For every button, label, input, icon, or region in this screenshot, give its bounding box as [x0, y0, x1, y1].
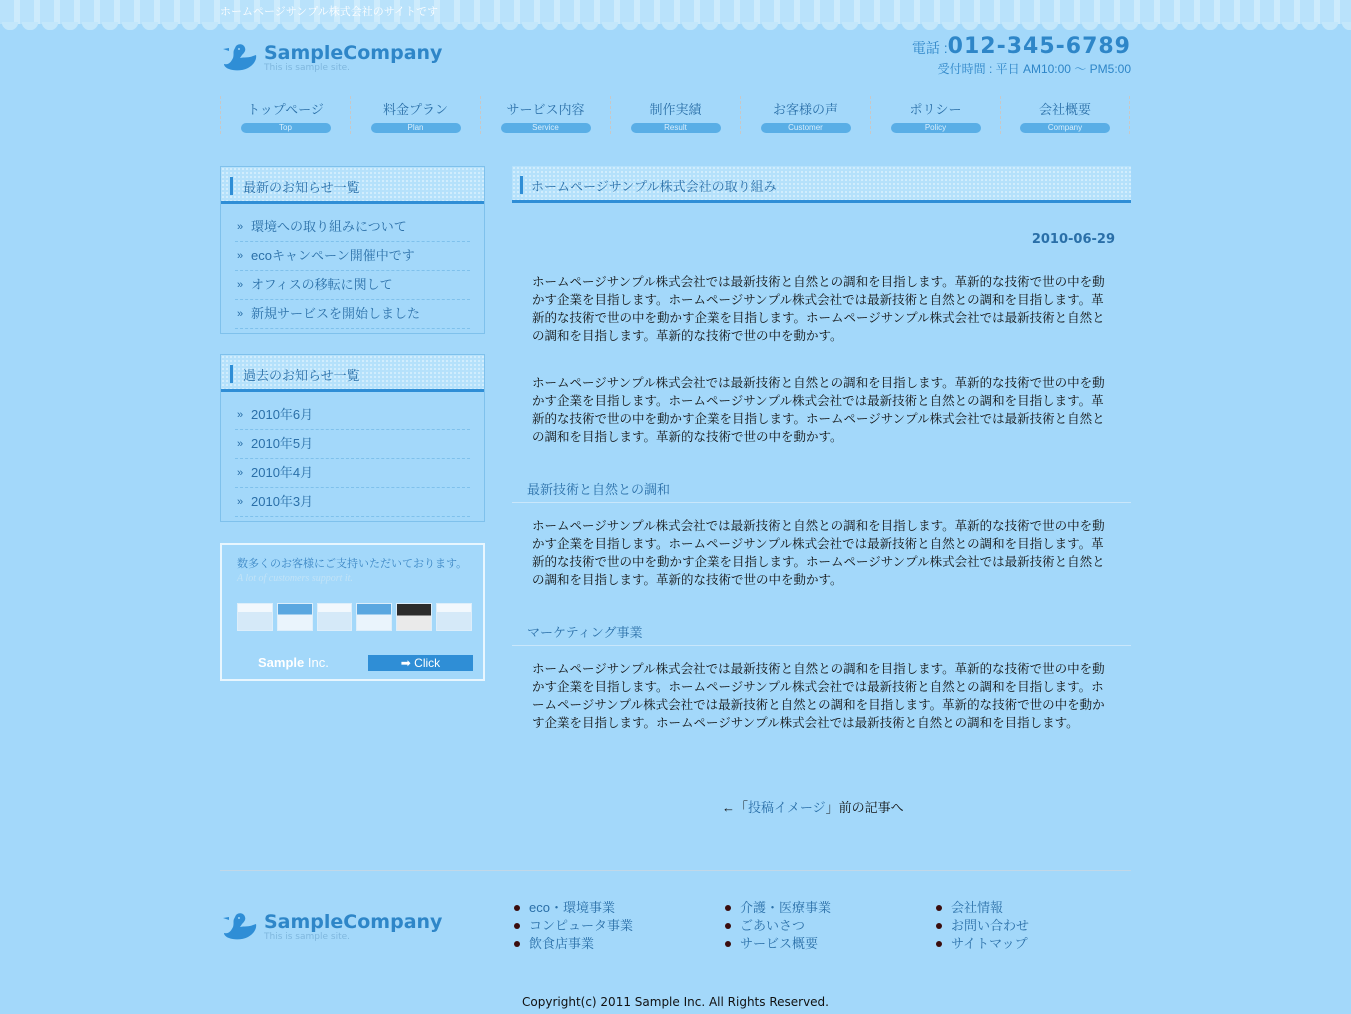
footer-column	[722, 899, 933, 953]
list-item[interactable]	[235, 271, 470, 300]
page-title: ホームページサンプル株式会社の取り組み	[531, 179, 777, 194]
content-wrap	[220, 0, 1131, 1014]
latest-news-title: 最新のお知らせ一覧	[243, 180, 360, 195]
chevron-right-icon: »	[237, 221, 244, 233]
post-date: 2010-06-29	[1031, 232, 1115, 247]
footer-logo[interactable]	[222, 911, 442, 945]
chevron-right-icon: »	[237, 438, 244, 450]
prev-suffix: 」前の記事へ	[825, 800, 904, 815]
footer-link[interactable]: 飲食店事業	[511, 935, 722, 953]
section-heading: 最新技術と自然との調和	[512, 479, 1131, 503]
previous-post-link[interactable]: 投稿イメージ	[748, 800, 826, 815]
paragraph: ホームページサンプル株式会社では最新技術と自然との調和を目指します。革新的な技術で世の中を動かす企業を目指します。ホームページサンプル株式会社では最新技術と自然との調和を目指します。ホームページサンプル株式会社では最新技術と自然との調和を目指します。革新的な技術で世の中を動かす企業を目指します。ホームページサンプル株式会社では最新技術と自然との調和を目指します。	[532, 661, 1105, 730]
chevron-right-icon: »	[237, 279, 244, 291]
chevron-right-icon: »	[237, 496, 244, 508]
site-thumbnails	[237, 601, 472, 641]
list-item[interactable]	[235, 430, 470, 459]
footer-link[interactable]: 会社情報	[933, 899, 1144, 917]
prev-arrow: ←「	[722, 800, 749, 815]
archive-link[interactable]: 2010年3月	[251, 494, 314, 509]
nav-sublabel: Top	[241, 123, 331, 133]
section-heading: マーケティング事業	[512, 622, 1131, 646]
latest-news-box	[220, 166, 485, 334]
nav-label: ポリシー	[909, 102, 962, 117]
chevron-right-icon: »	[237, 250, 244, 262]
news-link[interactable]: オフィスの移転に関して	[251, 277, 393, 292]
thumbnail-image	[317, 603, 353, 631]
list-item[interactable]	[235, 300, 470, 329]
footer-links	[511, 899, 1144, 953]
list-item[interactable]	[235, 242, 470, 271]
thumbnail-image	[356, 603, 392, 631]
tel-number: 012-345-6789	[947, 34, 1131, 59]
nav-sublabel: Company	[1020, 123, 1110, 133]
banner-heading: 数多くのお客様にご支持いただいております。	[237, 557, 468, 570]
business-hours: 受付時間 : 平日 AM10:00 ～ PM5:00	[937, 62, 1131, 76]
logo-subtitle: This is sample site.	[264, 932, 351, 942]
banner-subheading: A lot of customers support it.	[237, 573, 353, 584]
nav-label: トップページ	[247, 102, 324, 117]
thumbnail-image	[277, 603, 313, 631]
nav-label: 会社概要	[1038, 102, 1091, 117]
nav-label: 制作実績	[649, 102, 702, 117]
paragraph: ホームページサンプル株式会社では最新技術と自然との調和を目指します。革新的な技術で世の中を動かす企業を目指します。ホームページサンプル株式会社では最新技術と自然との調和を目指します。革新的な技術で世の中を動かす企業を目指します。ホームページサンプル株式会社では最新技術と自然との調和を目指します。革新的な技術で世の中を動かす。	[532, 375, 1105, 444]
copyright: Copyright(c) 2011 Sample Inc. All Rights Reserved.	[522, 995, 829, 1009]
chevron-right-icon: »	[237, 308, 244, 320]
nav-sublabel: Plan	[371, 123, 461, 133]
nav-sublabel: Customer	[761, 123, 851, 133]
footer-link[interactable]: eco・環境事業	[511, 899, 722, 917]
archive-link[interactable]: 2010年6月	[251, 407, 314, 422]
paragraph: ホームページサンプル株式会社では最新技術と自然との調和を目指します。革新的な技術で世の中を動かす企業を目指します。ホームページサンプル株式会社では最新技術と自然との調和を目指します。革新的な技術で世の中を動かす企業を目指します。ホームページサンプル株式会社では最新技術と自然との調和を目指します。革新的な技術で世の中を動かす。	[532, 518, 1105, 587]
news-link[interactable]: 環境への取り組みについて	[251, 219, 407, 234]
previous-post-nav	[722, 797, 904, 816]
past-news-box	[220, 354, 485, 522]
thumbnail-image	[237, 603, 273, 631]
nav-sublabel: Service	[501, 123, 591, 133]
nav-sublabel: Result	[631, 123, 721, 133]
list-item[interactable]	[235, 401, 470, 430]
archive-link[interactable]: 2010年4月	[251, 465, 314, 480]
past-news-title: 過去のお知らせ一覧	[243, 368, 360, 383]
logo-name: SampleCompany	[264, 42, 443, 64]
footer-link[interactable]: サービス概要	[722, 935, 933, 953]
news-link[interactable]: ecoキャンペーン開催中です	[251, 248, 415, 263]
footer-divider	[220, 870, 1131, 871]
footer-link[interactable]: サイトマップ	[933, 935, 1144, 953]
chevron-right-icon: »	[237, 409, 244, 421]
footer-column	[511, 899, 722, 953]
footer-column	[933, 899, 1144, 953]
logo-name: SampleCompany	[264, 911, 443, 933]
past-news-list	[221, 392, 484, 521]
nav-label: サービス内容	[506, 102, 585, 117]
list-item[interactable]	[235, 213, 470, 242]
footer-link[interactable]: コンピュータ事業	[511, 917, 722, 935]
nav-sublabel: Policy	[891, 123, 981, 133]
click-button[interactable]: ➡ Click	[368, 655, 473, 671]
archive-link[interactable]: 2010年5月	[251, 436, 314, 451]
duck-logo-icon	[222, 911, 260, 945]
site-tagline: ホームページサンプル株式会社のサイトです	[220, 6, 439, 18]
news-link[interactable]: 新規サービスを開始しました	[251, 306, 421, 321]
list-item[interactable]	[235, 459, 470, 488]
logo-subtitle: This is sample site.	[264, 63, 351, 73]
tel-label: 電話 :	[911, 40, 948, 56]
thumbnail-image	[436, 603, 472, 631]
paragraph: ホームページサンプル株式会社では最新技術と自然との調和を目指します。革新的な技術で世の中を動かす企業を目指します。ホームページサンプル株式会社では最新技術と自然との調和を目指します。革新的な技術で世の中を動かす企業を目指します。ホームページサンプル株式会社では最新技術と自然との調和を目指します。革新的な技術で世の中を動かす。	[532, 274, 1105, 343]
chevron-right-icon: »	[237, 467, 244, 479]
nav-label: 料金プラン	[382, 102, 448, 117]
footer-link[interactable]: ごあいさつ	[722, 917, 933, 935]
footer-link[interactable]: 介護・医療事業	[722, 899, 933, 917]
banner-brand: Sample Inc.	[258, 655, 329, 670]
main-content	[512, 166, 1131, 815]
footer-link[interactable]: お問い合わせ	[933, 917, 1144, 935]
customers-banner[interactable]	[220, 543, 485, 681]
list-item[interactable]	[235, 488, 470, 517]
thumbnail-image	[396, 603, 432, 631]
latest-news-list	[221, 204, 484, 333]
nav-label: お客様の声	[772, 102, 838, 117]
